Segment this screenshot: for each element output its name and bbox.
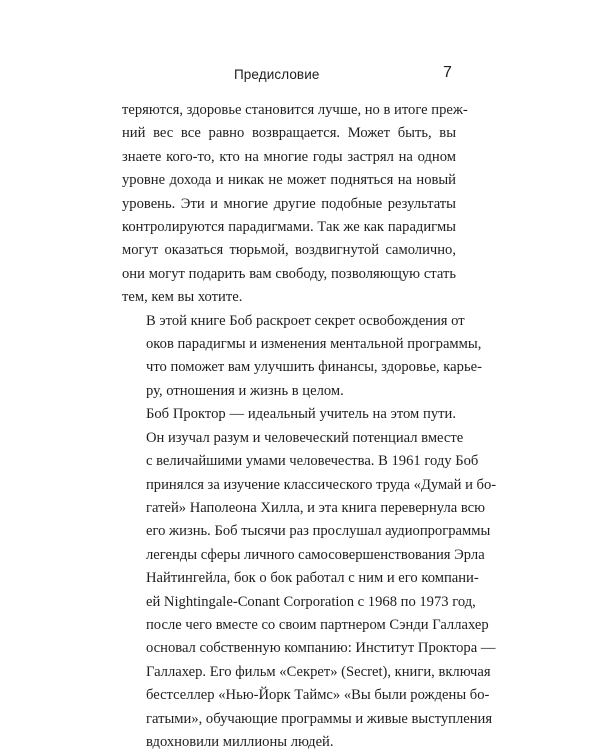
text-line: основал собственную компанию: Институт Проктора — bbox=[146, 640, 496, 657]
text-line: контролируются парадигмами. Так же как парадигмы bbox=[122, 219, 456, 236]
text-line: они могут подарить вам свободу, позволяющую стать bbox=[122, 265, 456, 282]
text-line: тем, кем вы хотите. bbox=[122, 289, 243, 306]
text-line: Боб Проктор — идеальный учитель на этом пути. bbox=[146, 406, 456, 423]
text-line: могут оказаться тюрьмой, воздвигнутой самолично, bbox=[122, 242, 456, 259]
running-head bbox=[0, 64, 600, 86]
text-line: что поможет вам улучшить финансы, здоровье, карье- bbox=[146, 359, 482, 376]
paragraph-3 bbox=[122, 403, 497, 754]
text-line: знаете кого-то, кто на многие годы застрял на одном bbox=[122, 148, 456, 165]
text-line: Он изучал разум и человеческий потенциал вместе bbox=[146, 429, 464, 446]
section-title: Предисловие bbox=[234, 67, 320, 82]
text-line: принялся за изучение классического труда «Думай и бо- bbox=[146, 476, 497, 493]
text-line: с величайшими умами человечества. В 1961 году Боб bbox=[146, 453, 479, 470]
text-line: уровень. Эти и многие другие подобные результаты bbox=[122, 195, 456, 212]
text-line: теряются, здоровье становится лучше, но в итоге преж- bbox=[122, 102, 468, 118]
page-number: 7 bbox=[443, 64, 452, 81]
text-line: ру, отношения и жизнь в целом. bbox=[146, 382, 344, 399]
text-line: его жизнь. Боб тысячи раз прослушал аудиопрограммы bbox=[146, 523, 491, 540]
text-line: легенды сферы личного самосовершенствования Эрла bbox=[146, 546, 485, 563]
text-line: Найтингейла, бок о бок работал с ним и его компани- bbox=[146, 570, 479, 587]
text-line: после чего вместе со своим партнером Сэнди Галлахер bbox=[146, 616, 489, 633]
text-line: гатей» Наполеона Хилла, и эта книга перевернула всю bbox=[146, 499, 486, 516]
text-line: вдохновили миллионы людей. bbox=[146, 733, 334, 750]
text-line: ей Nightingale-Conant Corporation с 1968 по 1973 год, bbox=[146, 593, 476, 610]
text-line: оков парадигмы и изменения ментальной программы, bbox=[146, 336, 482, 353]
paragraph-2 bbox=[122, 310, 482, 404]
text-line: бестселлер «Нью-Йорк Таймс» «Вы были рождены бо- bbox=[146, 687, 490, 704]
text-line: Галлахер. Его фильм «Секрет» (Secret), книги, включая bbox=[146, 663, 491, 680]
paragraph-1 bbox=[122, 99, 468, 310]
text-line: гатыми», обучающие программы и живые выступления bbox=[146, 710, 493, 727]
text-line: ний вес все равно возвращается. Может быть, вы bbox=[122, 125, 456, 142]
text-line: уровне дохода и никак не может подняться на новый bbox=[122, 172, 456, 189]
text-line: В этой книге Боб раскроет секрет освобождения от bbox=[146, 312, 465, 329]
body-text bbox=[122, 99, 497, 754]
